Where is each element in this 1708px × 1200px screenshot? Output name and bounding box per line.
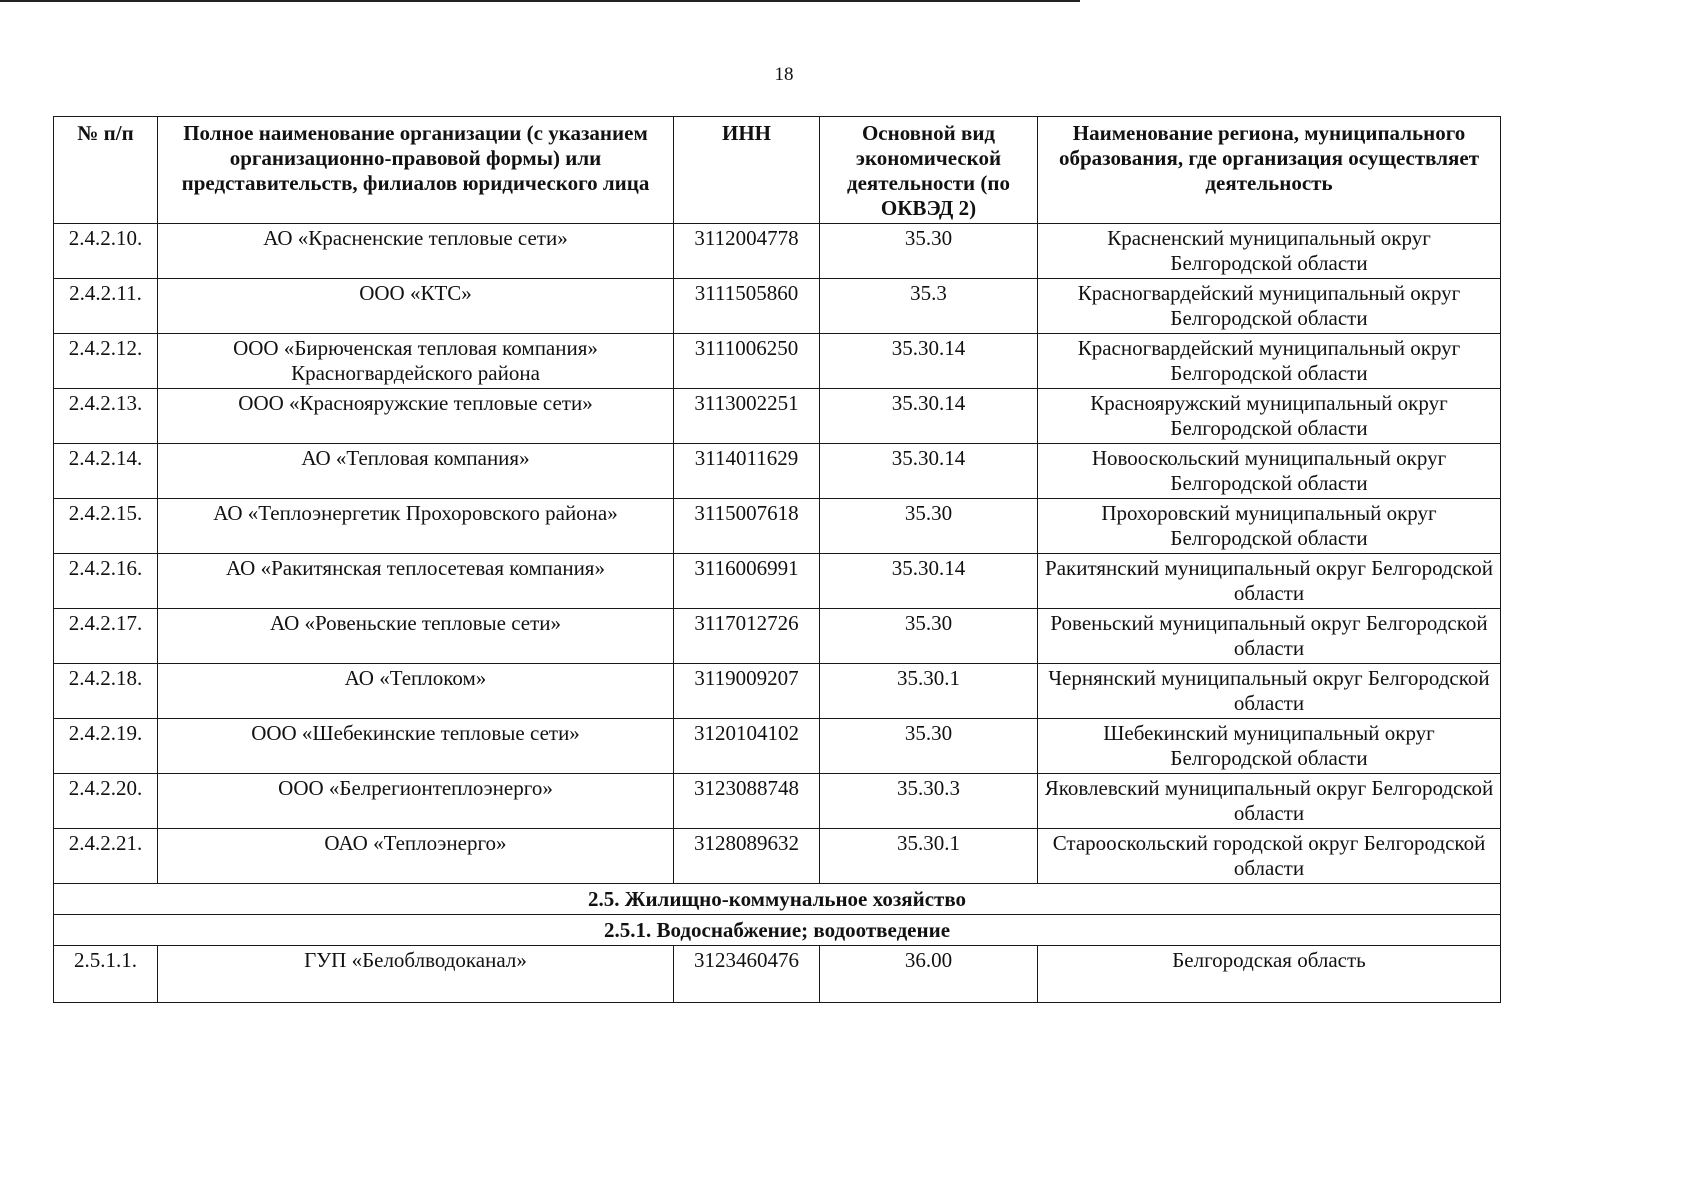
cell-inn: 3111006250: [674, 334, 820, 389]
cell-org-name: АО «Ровеньские тепловые сети»: [158, 609, 674, 664]
cell-inn: 3119009207: [674, 664, 820, 719]
cell-region: Прохоровский муниципальный округ Белгородской области: [1038, 499, 1501, 554]
cell-region: Старооскольский городской округ Белгородской области: [1038, 829, 1501, 884]
cell-org-name: ООО «Краснояружские тепловые сети»: [158, 389, 674, 444]
cell-okved: 35.30: [820, 224, 1038, 279]
cell-okved: 35.30.14: [820, 389, 1038, 444]
cell-inn: 3113002251: [674, 389, 820, 444]
cell-inn: 3115007618: [674, 499, 820, 554]
cell-okved: 35.30.14: [820, 554, 1038, 609]
subsection-title: 2.5.1. Водоснабжение; водоотведение: [54, 915, 1501, 946]
cell-number: 2.4.2.14.: [54, 444, 158, 499]
cell-org-name: ГУП «Белоблводоканал»: [158, 946, 674, 1003]
table-row: [54, 444, 1501, 499]
subsection-row: [54, 915, 1501, 946]
table-row: [54, 664, 1501, 719]
table-row: [54, 946, 1501, 1003]
cell-inn: 3120104102: [674, 719, 820, 774]
table-row: [54, 719, 1501, 774]
cell-region: Красногвардейский муниципальный округ Белгородской области: [1038, 279, 1501, 334]
table-row: [54, 224, 1501, 279]
cell-okved: 36.00: [820, 946, 1038, 1003]
header-region: Наименование региона, муниципального образования, где организация осуществляет деятельность: [1038, 117, 1501, 224]
cell-okved: 35.3: [820, 279, 1038, 334]
cell-okved: 35.30.1: [820, 664, 1038, 719]
table-row: [54, 609, 1501, 664]
table-header-row: [54, 117, 1501, 224]
cell-inn: 3117012726: [674, 609, 820, 664]
cell-region: Новооскольский муниципальный округ Белгородской области: [1038, 444, 1501, 499]
cell-org-name: ООО «Шебекинские тепловые сети»: [158, 719, 674, 774]
table-row: [54, 279, 1501, 334]
header-number: № п/п: [54, 117, 158, 224]
organizations-table: [53, 116, 1501, 1003]
cell-okved: 35.30.3: [820, 774, 1038, 829]
cell-inn: 3128089632: [674, 829, 820, 884]
cell-inn: 3114011629: [674, 444, 820, 499]
top-rule: [0, 0, 1080, 2]
cell-org-name: АО «Красненские тепловые сети»: [158, 224, 674, 279]
cell-org-name: ОАО «Теплоэнерго»: [158, 829, 674, 884]
cell-org-name: АО «Тепловая компания»: [158, 444, 674, 499]
table-row: [54, 829, 1501, 884]
cell-region: Красногвардейский муниципальный округ Белгородской области: [1038, 334, 1501, 389]
cell-number: 2.4.2.20.: [54, 774, 158, 829]
cell-number: 2.4.2.12.: [54, 334, 158, 389]
cell-number: 2.4.2.19.: [54, 719, 158, 774]
header-org-name: Полное наименование организации (с указанием организационно-правовой формы) или представительств, филиалов юридического лица: [158, 117, 674, 224]
cell-region: Ракитянский муниципальный округ Белгородской области: [1038, 554, 1501, 609]
table-row: [54, 389, 1501, 444]
table-row: [54, 499, 1501, 554]
cell-number: 2.4.2.10.: [54, 224, 158, 279]
cell-inn: 3116006991: [674, 554, 820, 609]
cell-region: Красненский муниципальный округ Белгородской области: [1038, 224, 1501, 279]
cell-org-name: АО «Теплоэнергетик Прохоровского района»: [158, 499, 674, 554]
cell-region: Ровеньский муниципальный округ Белгородской области: [1038, 609, 1501, 664]
section-row: [54, 884, 1501, 915]
cell-number: 2.4.2.17.: [54, 609, 158, 664]
cell-region: Шебекинский муниципальный округ Белгородской области: [1038, 719, 1501, 774]
cell-org-name: ООО «КТС»: [158, 279, 674, 334]
cell-region: Чернянский муниципальный округ Белгородской области: [1038, 664, 1501, 719]
header-inn: ИНН: [674, 117, 820, 224]
cell-okved: 35.30.14: [820, 444, 1038, 499]
table-body: [54, 224, 1501, 884]
cell-region: Яковлевский муниципальный округ Белгородской области: [1038, 774, 1501, 829]
page-number: 18: [774, 64, 794, 85]
table-row: [54, 554, 1501, 609]
cell-number: 2.4.2.16.: [54, 554, 158, 609]
cell-number: 2.4.2.18.: [54, 664, 158, 719]
cell-org-name: ООО «Белрегионтеплоэнерго»: [158, 774, 674, 829]
cell-region: Белгородская область: [1038, 946, 1501, 1003]
cell-org-name: ООО «Бирюченская тепловая компания» Красногвардейского района: [158, 334, 674, 389]
cell-org-name: АО «Теплоком»: [158, 664, 674, 719]
cell-number: 2.4.2.11.: [54, 279, 158, 334]
section-title: 2.5. Жилищно-коммунальное хозяйство: [54, 884, 1501, 915]
cell-okved: 35.30: [820, 499, 1038, 554]
cell-inn: 3123088748: [674, 774, 820, 829]
cell-inn: 3111505860: [674, 279, 820, 334]
cell-region: Краснояружский муниципальный округ Белгородской области: [1038, 389, 1501, 444]
cell-inn: 3123460476: [674, 946, 820, 1003]
cell-okved: 35.30: [820, 719, 1038, 774]
table-row: [54, 774, 1501, 829]
cell-number: 2.4.2.21.: [54, 829, 158, 884]
cell-number: 2.4.2.15.: [54, 499, 158, 554]
cell-okved: 35.30: [820, 609, 1038, 664]
cell-org-name: АО «Ракитянская теплосетевая компания»: [158, 554, 674, 609]
cell-inn: 3112004778: [674, 224, 820, 279]
cell-number: 2.4.2.13.: [54, 389, 158, 444]
cell-okved: 35.30.1: [820, 829, 1038, 884]
cell-okved: 35.30.14: [820, 334, 1038, 389]
cell-number: 2.5.1.1.: [54, 946, 158, 1003]
table-row: [54, 334, 1501, 389]
header-okved: Основной вид экономической деятельности (по ОКВЭД 2): [820, 117, 1038, 224]
